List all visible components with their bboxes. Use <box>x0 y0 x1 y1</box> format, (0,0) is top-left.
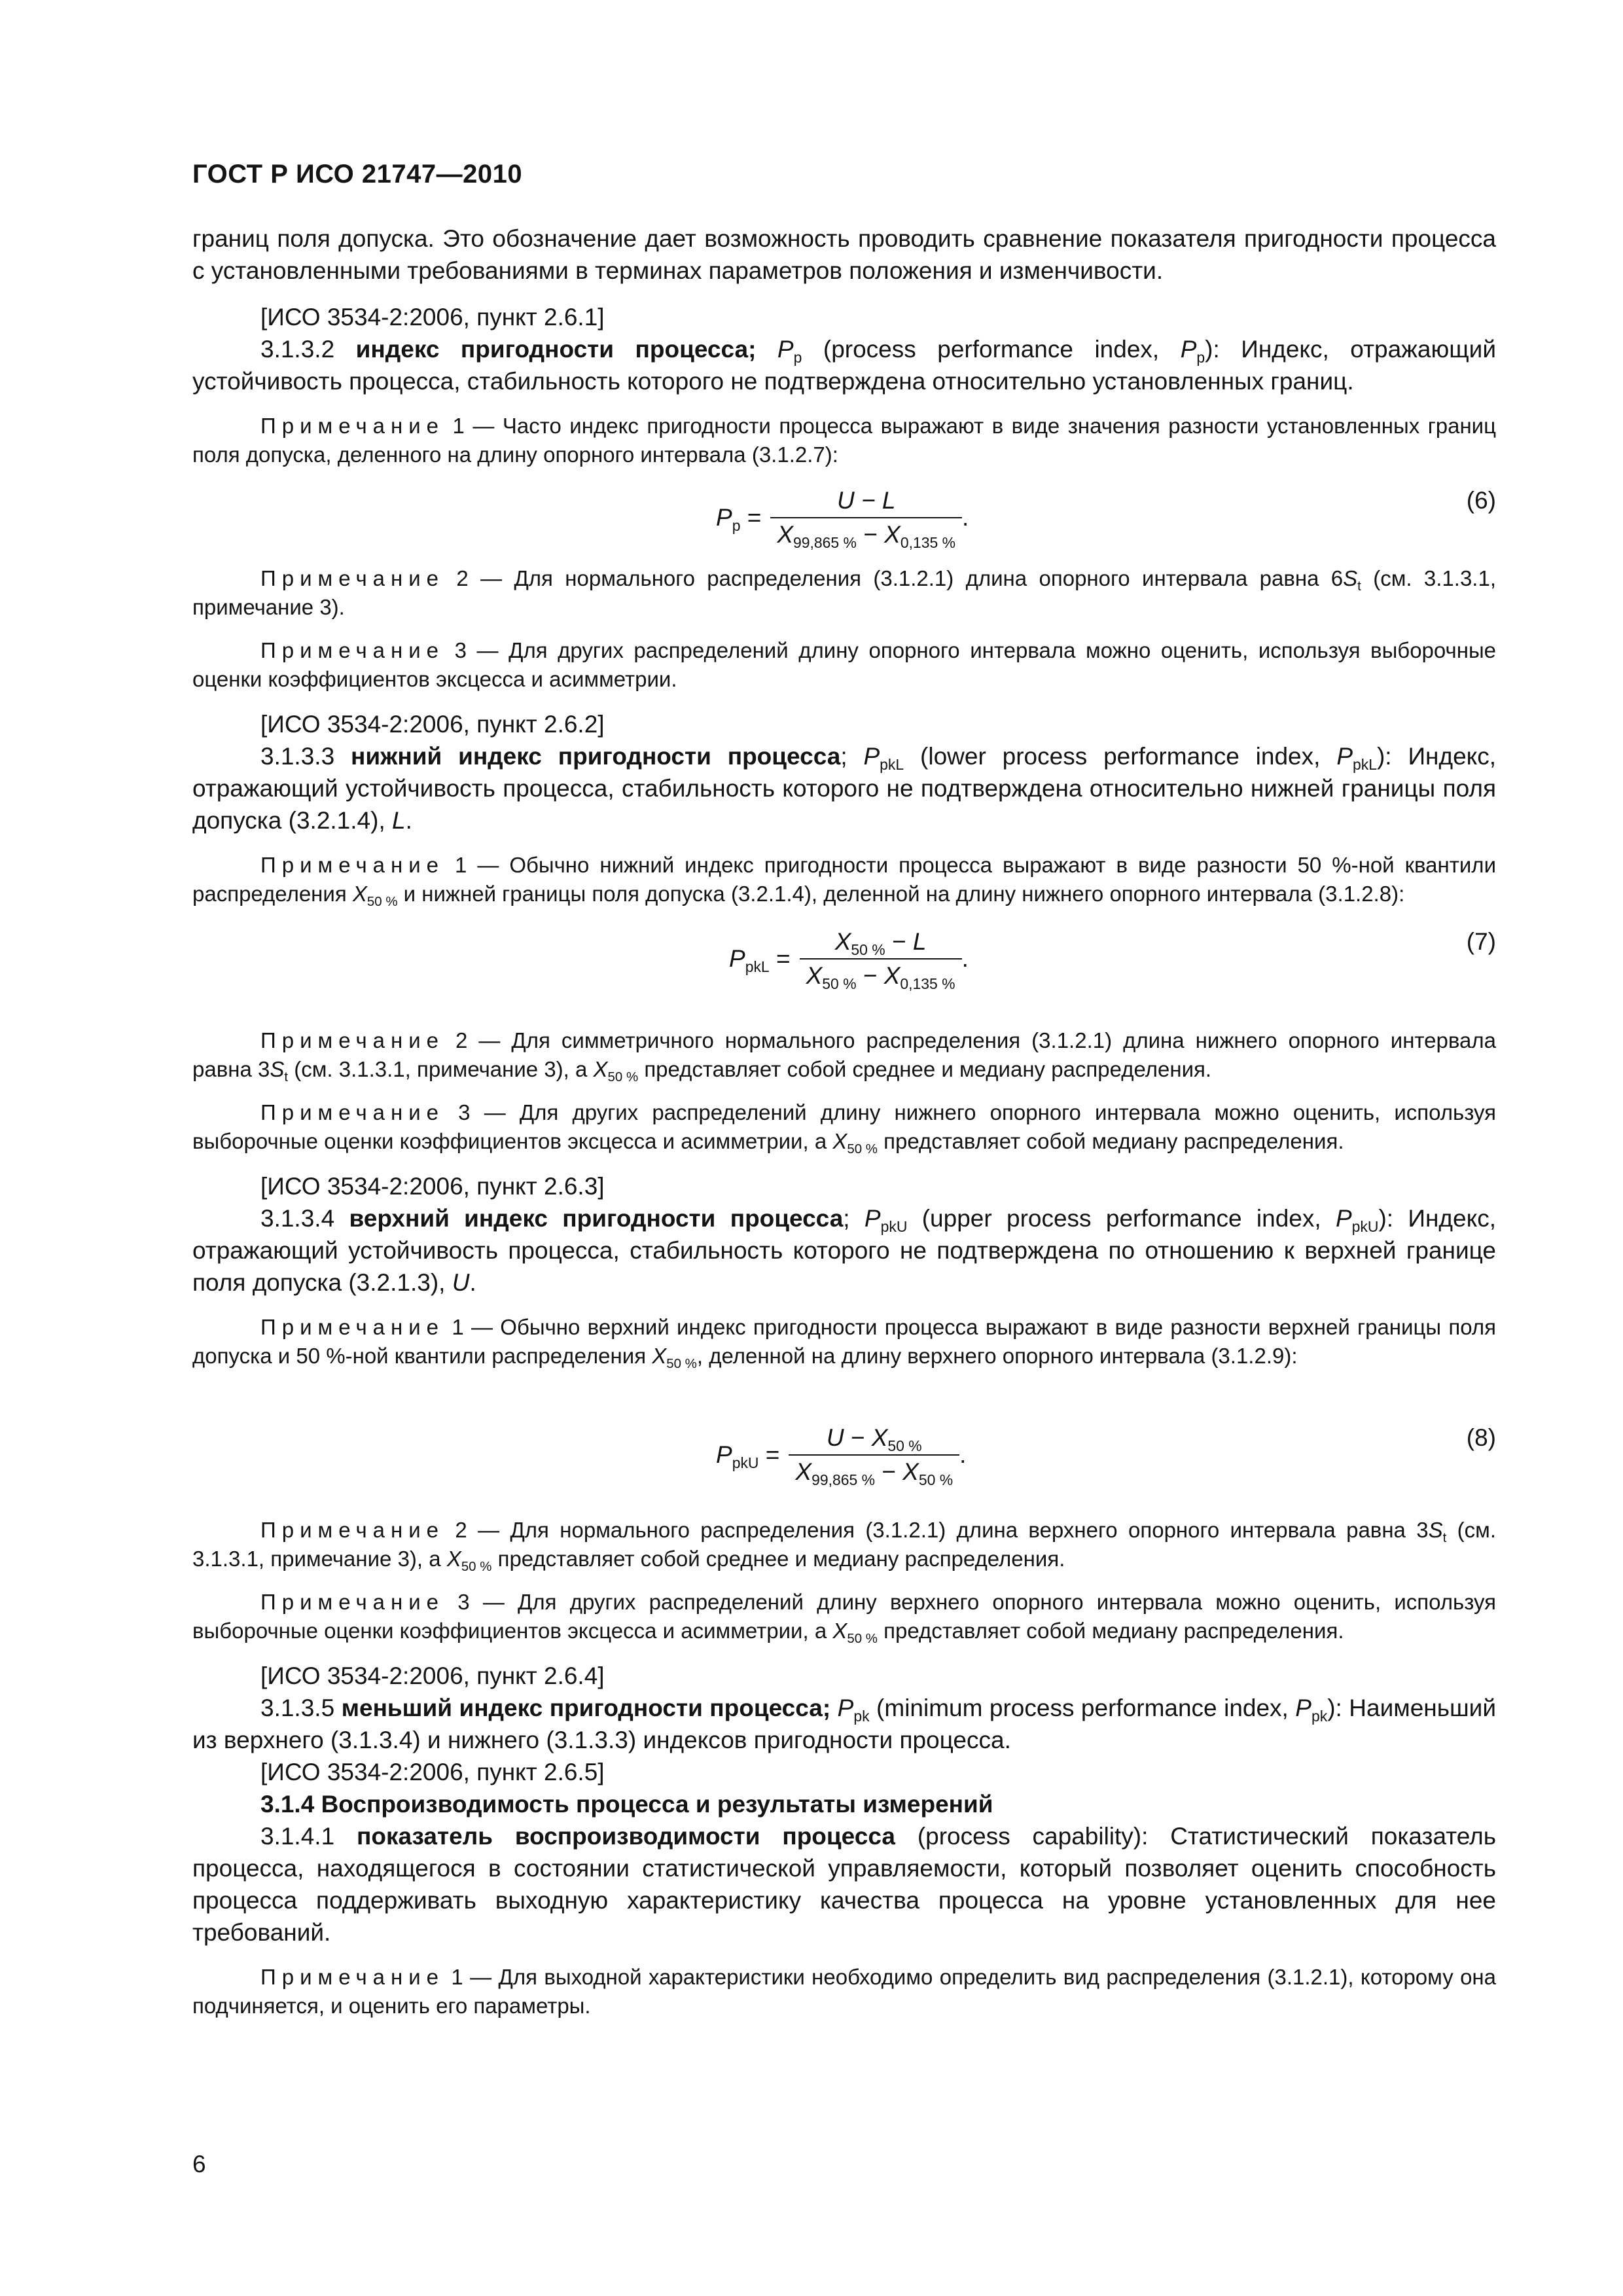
note-3134-3: Примечание 3 — Для других распределений длину верхнего опорного интервала можно оценить, используя выборочные оценки коэффициентов эксцесса и асимметрии, а $X_{50 \%}$ представляет собой медиану распределения. <box>192 1590 1497 1647</box>
note-3133-3: Примечание 3 — Для других распределений длину нижнего опорного интервала можно оценить, используя выборочные оценки коэффициентов эксцесса и асимметрии, а $X_{50 \%}$ представляет собой медиану распределения. <box>192 1100 1497 1157</box>
standard-header: ГОСТ Р ИСО 21747—2010 <box>192 160 523 188</box>
formula-6: $P_p$ = $\frac{U - L}{X_{99,865 \%} - X_{0,135 \%}}$ . (6) <box>716 487 1496 552</box>
term-3141: 3.1.4.1 показатель воспроизводимости процесса (process capability): Статистический показатель процесса, находящегося в состоянии статистической управляемости, который позволяет оценить способность процесса поддерживать выходную характеристику качества процесса на уровне установленных для нее требований. <box>192 1823 1497 1946</box>
reference: [ИСО 3534-2:2006, пункт 2.6.1] <box>260 304 605 331</box>
note-3132-1: Примечание 1 — Часто индекс пригодности процесса выражают в виде значения разности установленных границ поля допуска, деленного на длину опорного интервала (3.1.2.7): <box>192 414 1497 467</box>
intro-paragraph: границ поля допуска. Это обозначение дает возможность проводить сравнение показателя пригодности процесса с установленными требованиями в терминах параметров положения и изменчивости. <box>192 225 1496 284</box>
note-3133-2: Примечание 2 — Для симметричного нормального распределения (3.1.2.1) длина нижнего опорного интервала равна $3S_t$ (см. 3.1.3.1, примечание 3), а $X_{50 \%}$ представляет собой среднее и медиану распределения. <box>192 1028 1496 1085</box>
note-3141-1: Примечание 1 — Для выходной характеристики необходимо определить вид распределения (3.1.2.1), которому она подчиняется, и оценить его параметры. <box>192 1965 1496 2018</box>
term-3134: 3.1.3.4 верхний индекс пригодности процесса; $P_{pkU}$ (upper process performance index, $P_{pkU}$): Индекс, отражающий устойчивость процесса, стабильность которого не подтверждена по отношению к верхней границе поля допуска (3.2.1.3), U. <box>192 1205 1496 1296</box>
reference: [ИСО 3534-2:2006, пункт 2.6.4] <box>260 1662 605 1689</box>
block-3132-notes <box>192 564 1496 908</box>
note-3133-1: Примечание 1 — Обычно нижний индекс пригодности процесса выражают в виде разности 50 %-ной квантили распределения $X_{50 \%}$ и нижней границы поля допуска (3.2.1.4), деленной на длину нижнего опорного интервала (3.1.2.8): <box>192 853 1496 910</box>
block-3133-notes <box>192 1026 1496 1371</box>
reference: [ИСО 3534-2:2006, пункт 2.6.2] <box>260 711 605 738</box>
term-3133: 3.1.3.3 нижний индекс пригодности процесса; $P_{pkL}$ (lower process performance index, $P_{pkL}$): Индекс, отражающий устойчивость процесса, стабильность которого не подтверждена относительно нижней границы поля допуска (3.2.1.4), L. <box>192 743 1497 834</box>
term-3135: 3.1.3.5 меньший индекс пригодности процесса; $P_{pk}$ (minimum process performance index, $P_{pk}$): Наименьший из верхнего (3.1.3.4) и нижнего (3.1.3.3) индексов пригодности процесса. <box>192 1695 1496 1753</box>
note-3132-3: Примечание 3 — Для других распределений длину опорного интервала можно оценить, используя выборочные оценки коэффициентов эксцесса и асимметрии. <box>192 638 1497 691</box>
reference: [ИСО 3534-2:2006, пункт 2.6.5] <box>260 1759 605 1785</box>
reference: [ИСО 3534-2:2006, пункт 2.6.3] <box>260 1173 605 1200</box>
note-3132-2: Примечание 2 — Для нормального распределения (3.1.2.1) длина опорного интервала равна $6S_t$ (см. 3.1.3.1, примечание 3). <box>192 566 1496 619</box>
note-3134-2: Примечание 2 — Для нормального распределения (3.1.2.1) длина верхнего опорного интервала равна $3S_t$ (см. 3.1.3.1, примечание 3), а $X_{50 \%}$ представляет собой среднее и медиану распределения. <box>192 1518 1497 1575</box>
block-3132 <box>192 223 1496 469</box>
formula-7: $P_{pkL}$ = $\frac{X_{50 \%} - L}{X_{50 \%} - X_{0,135 \%}}$ . (7) <box>729 928 1496 993</box>
block-3134-notes <box>192 1516 1496 2020</box>
formula-8: $P_{pkU}$ = $\frac{U - X_{50 \%}}{X_{99,865 \%} - X_{50 \%}}$ . (8) <box>716 1424 1496 1489</box>
section-heading-314: 3.1.4 Воспроизводимость процесса и результаты измерений <box>260 1791 993 1818</box>
note-3134-1: Примечание 1 — Обычно верхний индекс пригодности процесса выражают в виде разности верхней границы поля допуска и 50 %-ной квантили распределения $X_{50 \%}$, деленной на длину верхнего опорного интервала (3.1.2.9): <box>192 1315 1497 1372</box>
term-3132: 3.1.3.2 индекс пригодности процесса; $P_p$ (process performance index, $P_p$): Индекс, отражающий устойчивость процесса, стабильность которого не подтверждена относительно установленных границ. <box>192 336 1497 395</box>
page-number: 6 <box>192 2151 206 2178</box>
